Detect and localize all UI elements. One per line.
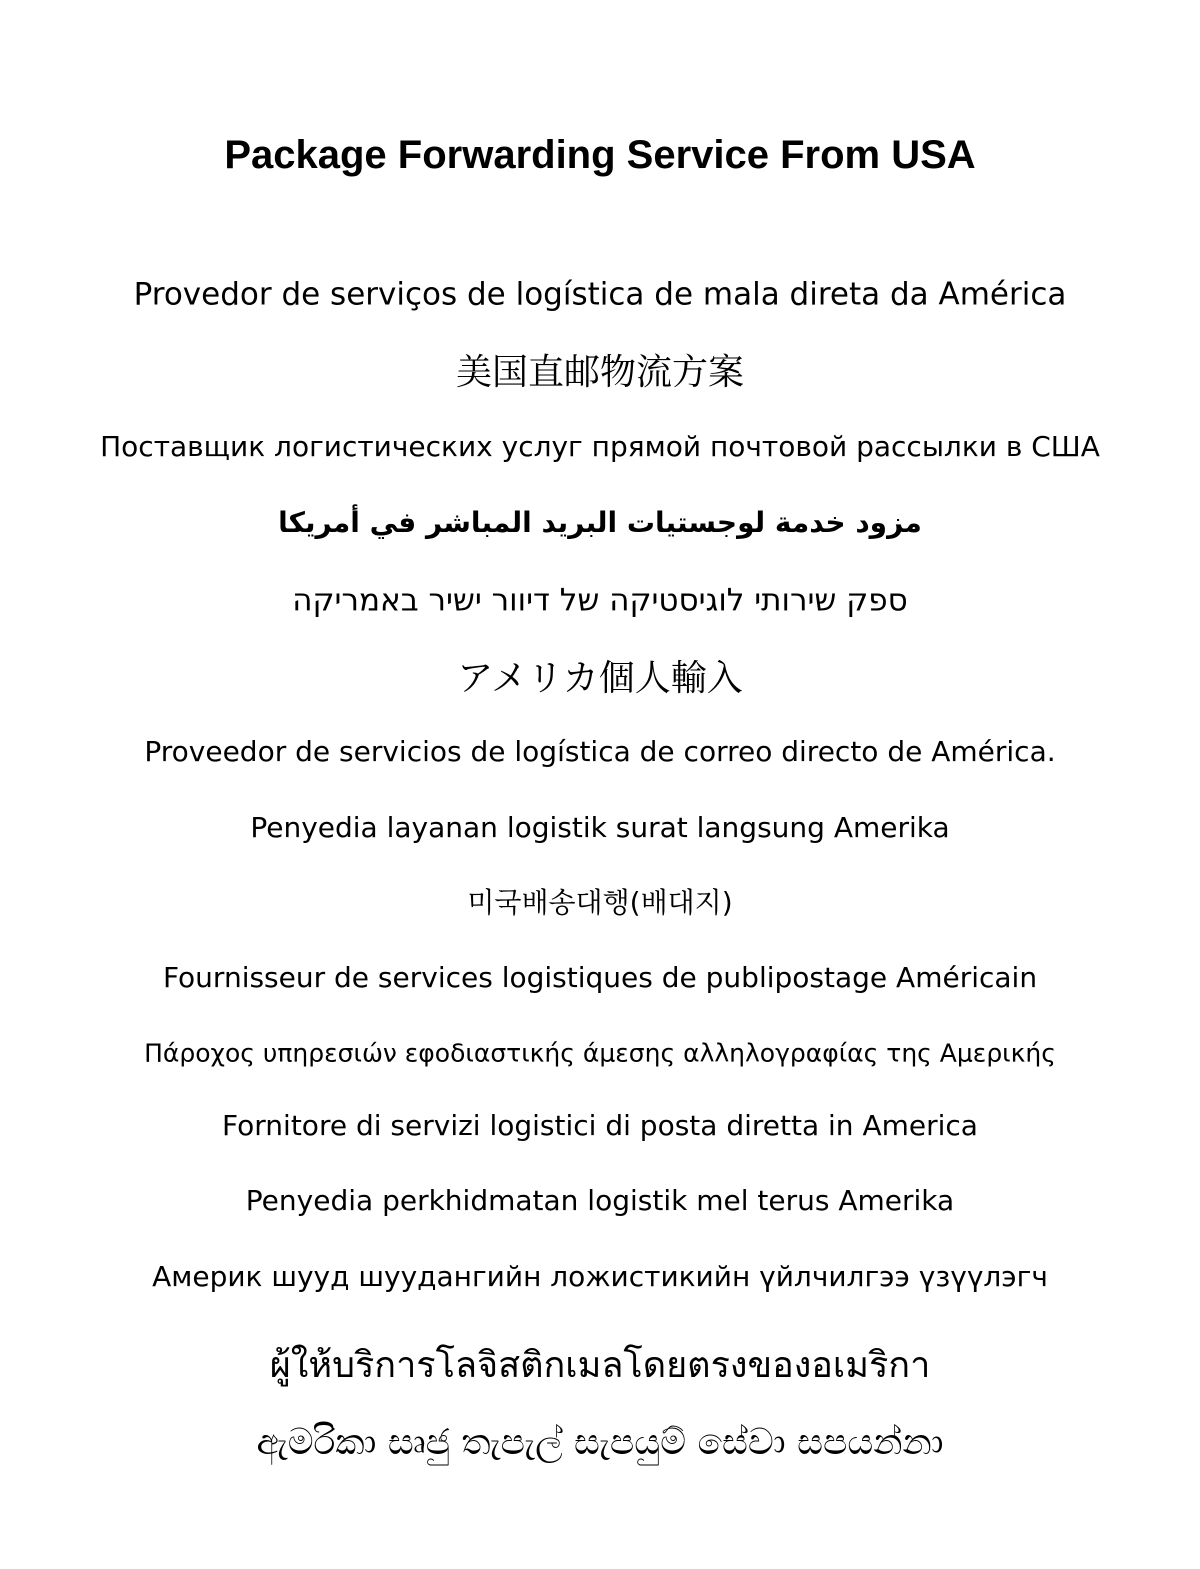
line-japanese: アメリカ個人輸入 (457, 658, 743, 699)
line-mongolian: Америк шууд шуудангийн ложистикийн үйлчилгээ үзүүлэгч (152, 1260, 1048, 1293)
line-russian: Поставщик логистических услуг прямой почтовой рассылки в США (100, 430, 1100, 463)
line-malay: Penyedia perkhidmatan logistik mel terus Amerika (245, 1184, 955, 1217)
line-portuguese: Provedor de serviços de logística de mala direta da América (133, 276, 1067, 313)
line-french: Fournisseur de services logistiques de publipostage Américain (162, 961, 1038, 994)
line-thai: ผู้ให้บริการโลจิสติกเมลโดยตรงของอเมริกา (269, 1345, 931, 1386)
line-italian: Fornitore di servizi logistici di posta diretta in America (222, 1109, 978, 1142)
line-greek: Πάροχος υπηρεσιών εφοδιαστικής άμεσης αλληλογραφίας της Αμερικής (144, 1038, 1056, 1068)
line-spanish: Proveedor de servicios de logística de correo directo de América. (144, 735, 1056, 768)
line-chinese: 美国直邮物流方案 (455, 352, 744, 393)
line-arabic: مزود خدمة لوجستيات البريد المباشر في أمريكا (278, 506, 922, 539)
line-sinhala: ඇමරිකා සෘජු තැපැල් සැපයුම් සේවා සපයන්නා (256, 1422, 944, 1463)
page-title: Package Forwarding Service From USA (224, 133, 976, 177)
line-indonesian: Penyedia layanan logistik surat langsung Amerika (250, 811, 950, 844)
line-hebrew: ספק שירותי לוגיסטיקה של דיוור ישיר באמריקה (292, 582, 908, 619)
line-korean: 미국배송대행(배대지) (467, 886, 733, 919)
